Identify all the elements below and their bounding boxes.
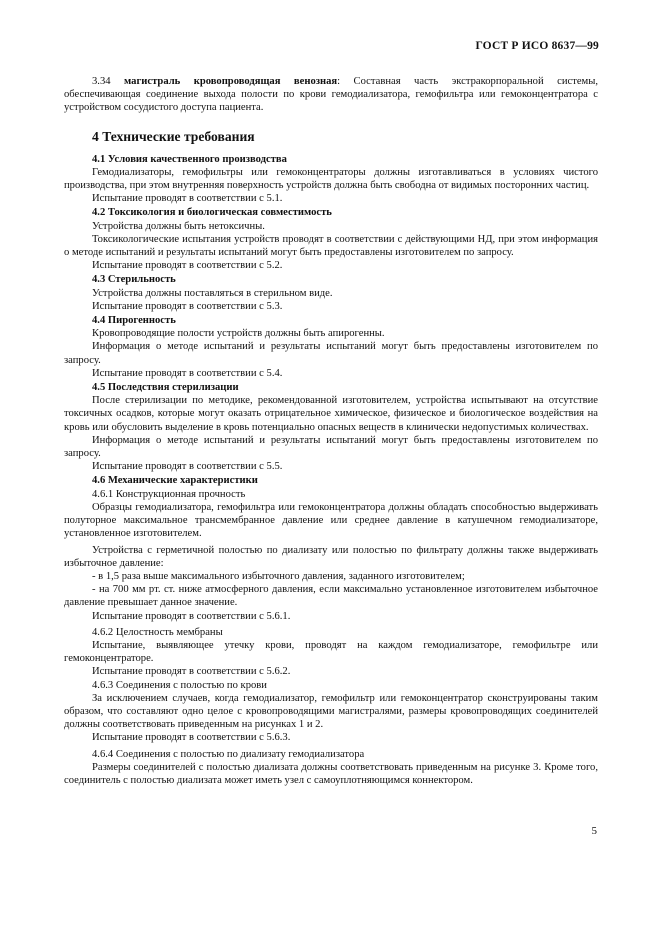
subsection-title-4-2: 4.2 Токсикология и биологическая совместимость — [92, 207, 332, 219]
paragraph: Размеры соединителей с полостью диализата должны соответствовать приведенным на рисунке 3. Кроме того, соединитель с полостью диализата может иметь узел с самоуплотняющимся коннектором. — [64, 761, 598, 786]
test-reference: Испытание проводят в соответствии с 5.1. — [92, 193, 283, 205]
paragraph: Испытание, выявляющее утечку крови, проводят на каждом гемодиализаторе, гемофильтре или гемоконцентраторе. — [64, 639, 598, 665]
list-item: - в 1,5 раза выше максимального избыточного давления, заданного изготовителем; — [92, 570, 465, 582]
paragraph: Информация о методе испытаний и результаты испытаний могут быть предоставлены изготовителем по запросу. — [64, 434, 598, 460]
definition-term: магистраль кровопроводящая венозная — [124, 76, 338, 87]
subsection-title-4-5: 4.5 Последствия стерилизации — [92, 382, 239, 394]
subsection-title-4-4: 4.4 Пирогенность — [92, 315, 176, 327]
paragraph: За исключением случаев, когда гемодиализатор, гемофильтр или гемоконцентратор сконструированы таким образом, что составляют одно целое с кровопроводящими магистралями, размеры кровопроводящих соединителей должны соответствовать приведенным на рисунках 1 и 2. — [64, 692, 598, 731]
paragraph: Устройства с герметичной полостью по диализату или полостью по фильтрату должны также выдерживать избыточное давление: — [64, 544, 598, 569]
subsection-title-4-6-3: 4.6.3 Соединения с полостью по крови — [92, 679, 267, 691]
paragraph: Образцы гемодиализатора, гемофильтра или гемоконцентратора должны обладать способностью выдерживать полуторное максимальное трансмембранное давление или среднее давление в катушечном гемодиализаторе, установленное изготовителем. — [64, 501, 598, 540]
subsection-title-4-6-2: 4.6.2 Целостность мембраны — [92, 626, 223, 638]
section-title: 4 Технические требования — [92, 128, 255, 144]
subsection-title-4-6-4: 4.6.4 Соединения с полостью по диализату гемодиализатора — [92, 748, 365, 760]
paragraph: Гемодиализаторы, гемофильтры или гемоконцентраторы должны изготавливаться в условиях чистого производства, при этом внутренняя поверхность устройств должна быть свободна от видимых посторонних частиц. — [64, 166, 598, 192]
test-reference: Испытание проводят в соответствии с 5.6.2. — [92, 666, 291, 678]
subsection-title-4-6: 4.6 Механические характеристики — [92, 475, 258, 487]
paragraph: Устройства должны быть нетоксичны. — [92, 220, 265, 232]
test-reference: Испытание проводят в соответствии с 5.6.1. — [92, 610, 291, 622]
subsection-title-4-6-1: 4.6.1 Конструкционная прочность — [92, 488, 246, 500]
definition-text: : Составная часть экстракорпоральной системы, обеспечивающая соединение выхода полости по крови гемодиализатора, гемофильтра или гемоконцентратора с устройством сосудистого доступа пациента. — [64, 76, 598, 114]
definition-number: 3.34 — [92, 76, 111, 87]
test-reference: Испытание проводят в соответствии с 5.5. — [92, 461, 283, 473]
paragraph: После стерилизации по методике, рекомендованной изготовителем, устройства испытывают на отсутствие токсичных осадков, которые могут оказать отрицательное химическое, физическое и биологическое воздействия на кровь или обусловить выделение в кровь потенциально опасных веществ в клинически недопустимых количествах. — [64, 395, 598, 433]
test-reference: Испытание проводят в соответствии с 5.4. — [92, 367, 283, 379]
paragraph: Кровопроводящие полости устройств должны быть апирогенны. — [92, 328, 385, 340]
test-reference: Испытание проводят в соответствии с 5.6.3. — [92, 732, 291, 744]
test-reference: Испытание проводят в соответствии с 5.2. — [92, 260, 283, 272]
subsection-title-4-3: 4.3 Стерильность — [92, 274, 176, 286]
document-body — [64, 75, 598, 787]
definition-3-34 — [64, 75, 598, 115]
list-item: - на 700 мм рт. ст. ниже атмосферного давления, если максимально установленное изготовителем избыточное давление превышает данное значение. — [64, 584, 598, 609]
paragraph: Токсикологические испытания устройств проводят в соответствии с действующими НД, при этом информация о методе испытаний и результаты испытаний могут быть предоставлены изготовителем по запросу. — [64, 233, 598, 259]
paragraph: Устройства должны поставляться в стерильном виде. — [92, 287, 333, 299]
document-header: ГОСТ Р ИСО 8637—99 — [475, 40, 599, 52]
paragraph: Информация о методе испытаний и результаты испытаний могут быть предоставлены изготовителем по запросу. — [64, 341, 598, 366]
page-number: 5 — [591, 825, 597, 837]
subsection-title-4-1: 4.1 Условия качественного производства — [92, 153, 287, 165]
test-reference: Испытание проводят в соответствии с 5.3. — [92, 300, 283, 312]
